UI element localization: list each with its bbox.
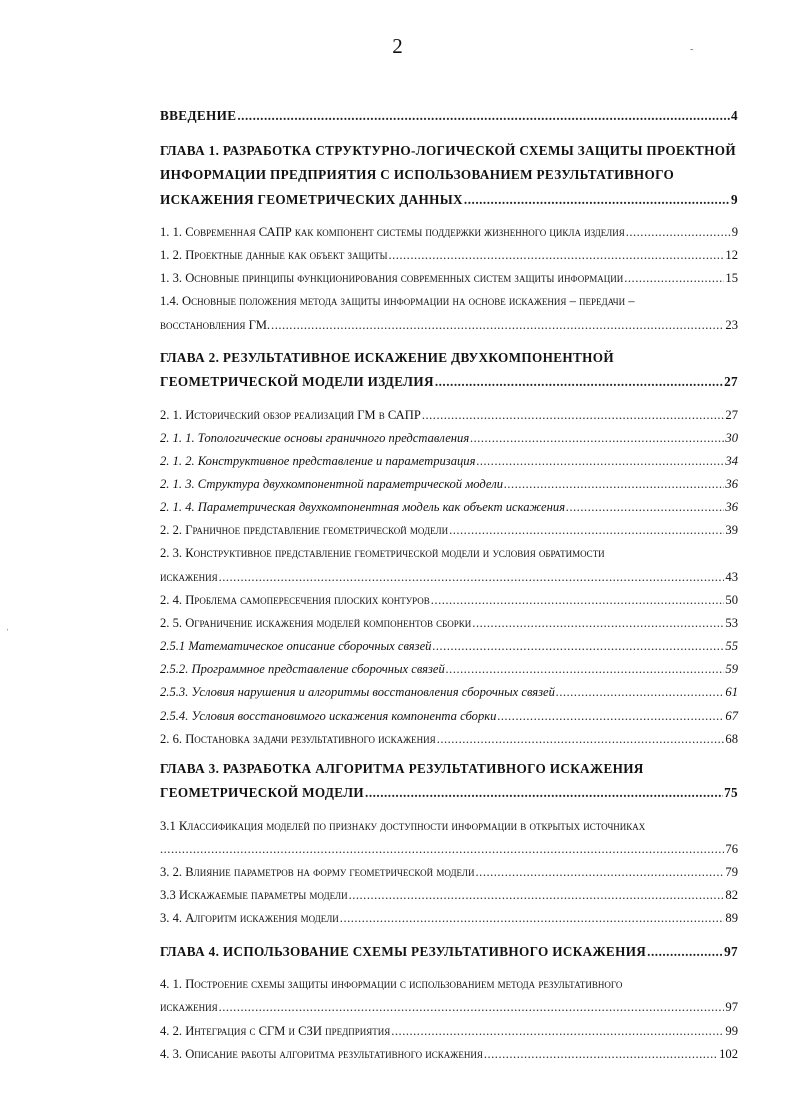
toc-section [160,815,738,862]
toc-entry-page: 61 [725,685,738,700]
toc-entry-title: 3. 4. Алгоритм искажения модели [160,911,339,926]
toc-entry-title: 3.3 Искажаемые параметры модели [160,888,348,903]
chapter-title-line: ГЛАВА 1. РАЗРАБОТКА СТРУКТУРНО-ЛОГИЧЕСКОЙ СХЕМЫ ЗАЩИТЫ ПРОЕКТНОЙ [160,142,736,158]
toc-subsection [160,450,738,473]
dot-leader [431,589,725,612]
dot-leader [432,635,724,658]
toc-entry-title: искажения [160,569,218,584]
dot-leader [435,370,723,395]
dot-leader [237,104,730,129]
toc-entry-page: 55 [725,639,738,654]
dot-leader [497,705,724,728]
dot-leader [219,996,725,1019]
toc-entry-page: 82 [725,888,738,903]
toc-subsection [160,635,738,658]
toc-entry-page: 97 [725,1000,738,1015]
toc-entry-title: 1. 1. Современная САПР как компонент системы поддержки жизненного цикла изделия [160,225,625,239]
toc-entry-title: 2.5.3. Условия нарушения и алгоритмы восстановления сборочных связей [160,685,555,700]
toc-section [160,404,738,427]
toc-entry-page: 39 [725,523,738,538]
toc-entry-page: 68 [725,731,738,746]
toc-entry-title: 2.5.1 Математическое описание сборочных связей [160,639,432,654]
toc-entry-title: 2. 3. Конструктивное представление геометрической модели и условия обратимости [160,546,605,561]
toc-chapter-2 [160,346,738,395]
dot-leader [388,244,724,267]
toc-entry-title: 2.5.2. Программное представление сборочных связей [160,662,445,677]
dot-leader [626,221,731,244]
toc-entry-title: 2. 5. Ограничение искажения моделей компонентов сборки [160,616,472,631]
dot-leader [340,907,725,930]
toc-subsection [160,705,738,728]
toc-entry-page: 36 [725,500,738,515]
toc-entry-title: ВВЕДЕНИЕ [160,108,237,123]
toc-section [160,728,738,751]
dot-leader [365,781,723,806]
dot-leader [391,1020,724,1043]
toc-entry-title: 1. 2. Проектные данные как объект защиты [160,248,388,263]
toc-subsection [160,658,738,681]
toc-entry-title: 4. 2. Интеграция с СГМ и СЗИ предприятия [160,1023,391,1038]
toc-entry-page: 53 [725,616,738,631]
toc-entry-title: 2. 4. Проблема самопересечения плоских контуров [160,593,430,608]
chapter-title-line: ГЕОМЕТРИЧЕСКОЙ МОДЕЛИ [160,785,365,801]
toc-section [160,907,738,930]
toc-entry-title: 2.5.4. Условия восстановимого искажения компонента сборки [160,708,497,723]
scan-speck: ˷ [690,40,694,51]
toc-entry-title: 2. 1. 4. Параметрическая двухкомпонентная модель как объект искажения [160,500,566,515]
toc-entry-page: 4 [731,108,738,123]
dot-leader [160,838,724,861]
scan-speck: ˌ [6,620,10,631]
toc-entry-title: искажения [160,1000,218,1015]
toc-section [160,973,738,1020]
toc-entry-page: 9 [731,191,738,207]
toc-entry-page: 79 [725,865,738,880]
chapter-title-line: ИНФОРМАЦИИ ПРЕДПРИЯТИЯ С ИСПОЛЬЗОВАНИЕМ РЕЗУЛЬТАТИВНОГО [160,167,675,182]
dot-leader [219,566,725,589]
toc-entry-page: 97 [724,943,738,959]
dot-leader [470,427,724,450]
toc-entry-title: 1. 3. Основные принципы функционирования современных систем защиты информации [160,271,624,286]
toc-entry-page: 27 [724,374,738,390]
dot-leader [504,473,724,496]
dot-leader [446,658,725,681]
dot-leader [476,450,724,473]
dot-leader [566,496,724,519]
toc-entry-page: 43 [725,569,738,584]
toc-entry-page: 76 [725,841,738,856]
toc-entry-page: 99 [725,1023,738,1038]
toc-entry-title: 2. 1. 2. Конструктивное представление и параметризация [160,454,476,469]
toc-entry-title: 2. 1. 3. Структура двухкомпонентной параметрической модели [160,477,503,492]
toc-entry-title: 2. 1. 1. Топологические основы граничного представления [160,430,470,445]
toc-entry-page: 50 [725,593,738,608]
toc-entry-title: 3. 2. Влияние параметров на форму геометрической модели [160,865,475,880]
toc-entry-page: 9 [731,225,738,239]
toc-entry-page: 67 [725,708,738,723]
dot-leader [464,188,730,213]
toc-subsection [160,473,738,496]
toc-subsection [160,427,738,450]
toc-entry-page: 36 [725,477,738,492]
toc-entry-intro [160,104,738,129]
chapter-title-line: ГЛАВА 4. ИСПОЛЬЗОВАНИЕ СХЕМЫ РЕЗУЛЬТАТИВНОГО ИСКАЖЕНИЯ [160,943,647,959]
dot-leader [472,612,724,635]
toc-entry-title: 4. 3. Описание работы алгоритма результативного искажения [160,1046,483,1061]
chapter-title-line: ИСКАЖЕНИЯ ГЕОМЕТРИЧЕСКИХ ДАННЫХ [160,191,463,207]
toc-entry-page: 59 [725,662,738,677]
dot-leader [349,884,725,907]
toc-section [160,589,738,612]
toc-section [160,1043,738,1066]
toc-entry-page: 75 [724,785,738,801]
page-number: 2 [392,34,403,58]
dot-leader [647,940,723,965]
dot-leader [624,267,724,290]
toc-section [160,1020,738,1043]
toc-section [160,861,738,884]
toc-section [160,267,738,290]
toc-subsection [160,496,738,519]
toc-section [160,612,738,635]
toc-entry-title: 2. 2. Граничное представление геометрической модели [160,523,449,538]
dot-leader [556,681,724,704]
toc-entry-page: 12 [725,248,738,263]
toc-entry-page: 89 [725,911,738,926]
toc-chapter-3 [160,757,738,806]
chapter-title-line: ГЛАВА 3. РАЗРАБОТКА АЛГОРИТМА РЕЗУЛЬТАТИВНОГО ИСКАЖЕНИЯ [160,760,644,776]
chapter-title-line: ГЕОМЕТРИЧЕСКОЙ МОДЕЛИ ИЗДЕЛИЯ [160,374,434,390]
toc-entry-page: 15 [725,271,738,286]
dot-leader [476,861,725,884]
chapter-title-line: ГЛАВА 2. РЕЗУЛЬТАТИВНОЕ ИСКАЖЕНИЕ ДВУХКОМПОНЕНТНОЙ [160,349,614,365]
toc-chapter-1 [160,139,738,213]
toc-section [160,542,738,589]
toc-entry-title: 2. 6. Постановка задачи результативного искажения [160,731,436,746]
toc-section [160,221,738,244]
toc-section [160,244,738,267]
toc-section [160,884,738,907]
toc-entry-title: восстановления ГМ. [160,317,271,332]
toc-entry-title: 4. 1. Построение схемы защиты информации с использованием метода результативного [160,977,623,992]
toc-section [160,519,738,542]
toc-entry-page: 30 [725,430,738,445]
dot-leader [437,728,725,751]
toc-entry-page: 23 [725,317,738,332]
table-of-contents [160,104,738,1066]
toc-entry-title: 1.4. Основные положения метода защиты информации на основе искажения – передачи – [160,294,635,309]
toc-entry-page: 34 [725,454,738,469]
dot-leader [271,314,724,337]
toc-subsection [160,681,738,704]
toc-entry-title: 3.1 Классификация моделей по признаку доступности информации в открытых источниках [160,818,646,833]
toc-chapter-4 [160,940,738,965]
toc-entry-title: 2. 1. Исторический обзор реализаций ГМ в САПР [160,407,421,422]
dot-leader [484,1043,718,1066]
dot-leader [449,519,724,542]
toc-entry-page: 27 [725,407,738,422]
toc-section [160,290,738,337]
dot-leader [422,404,725,427]
toc-entry-page: 102 [719,1046,738,1061]
